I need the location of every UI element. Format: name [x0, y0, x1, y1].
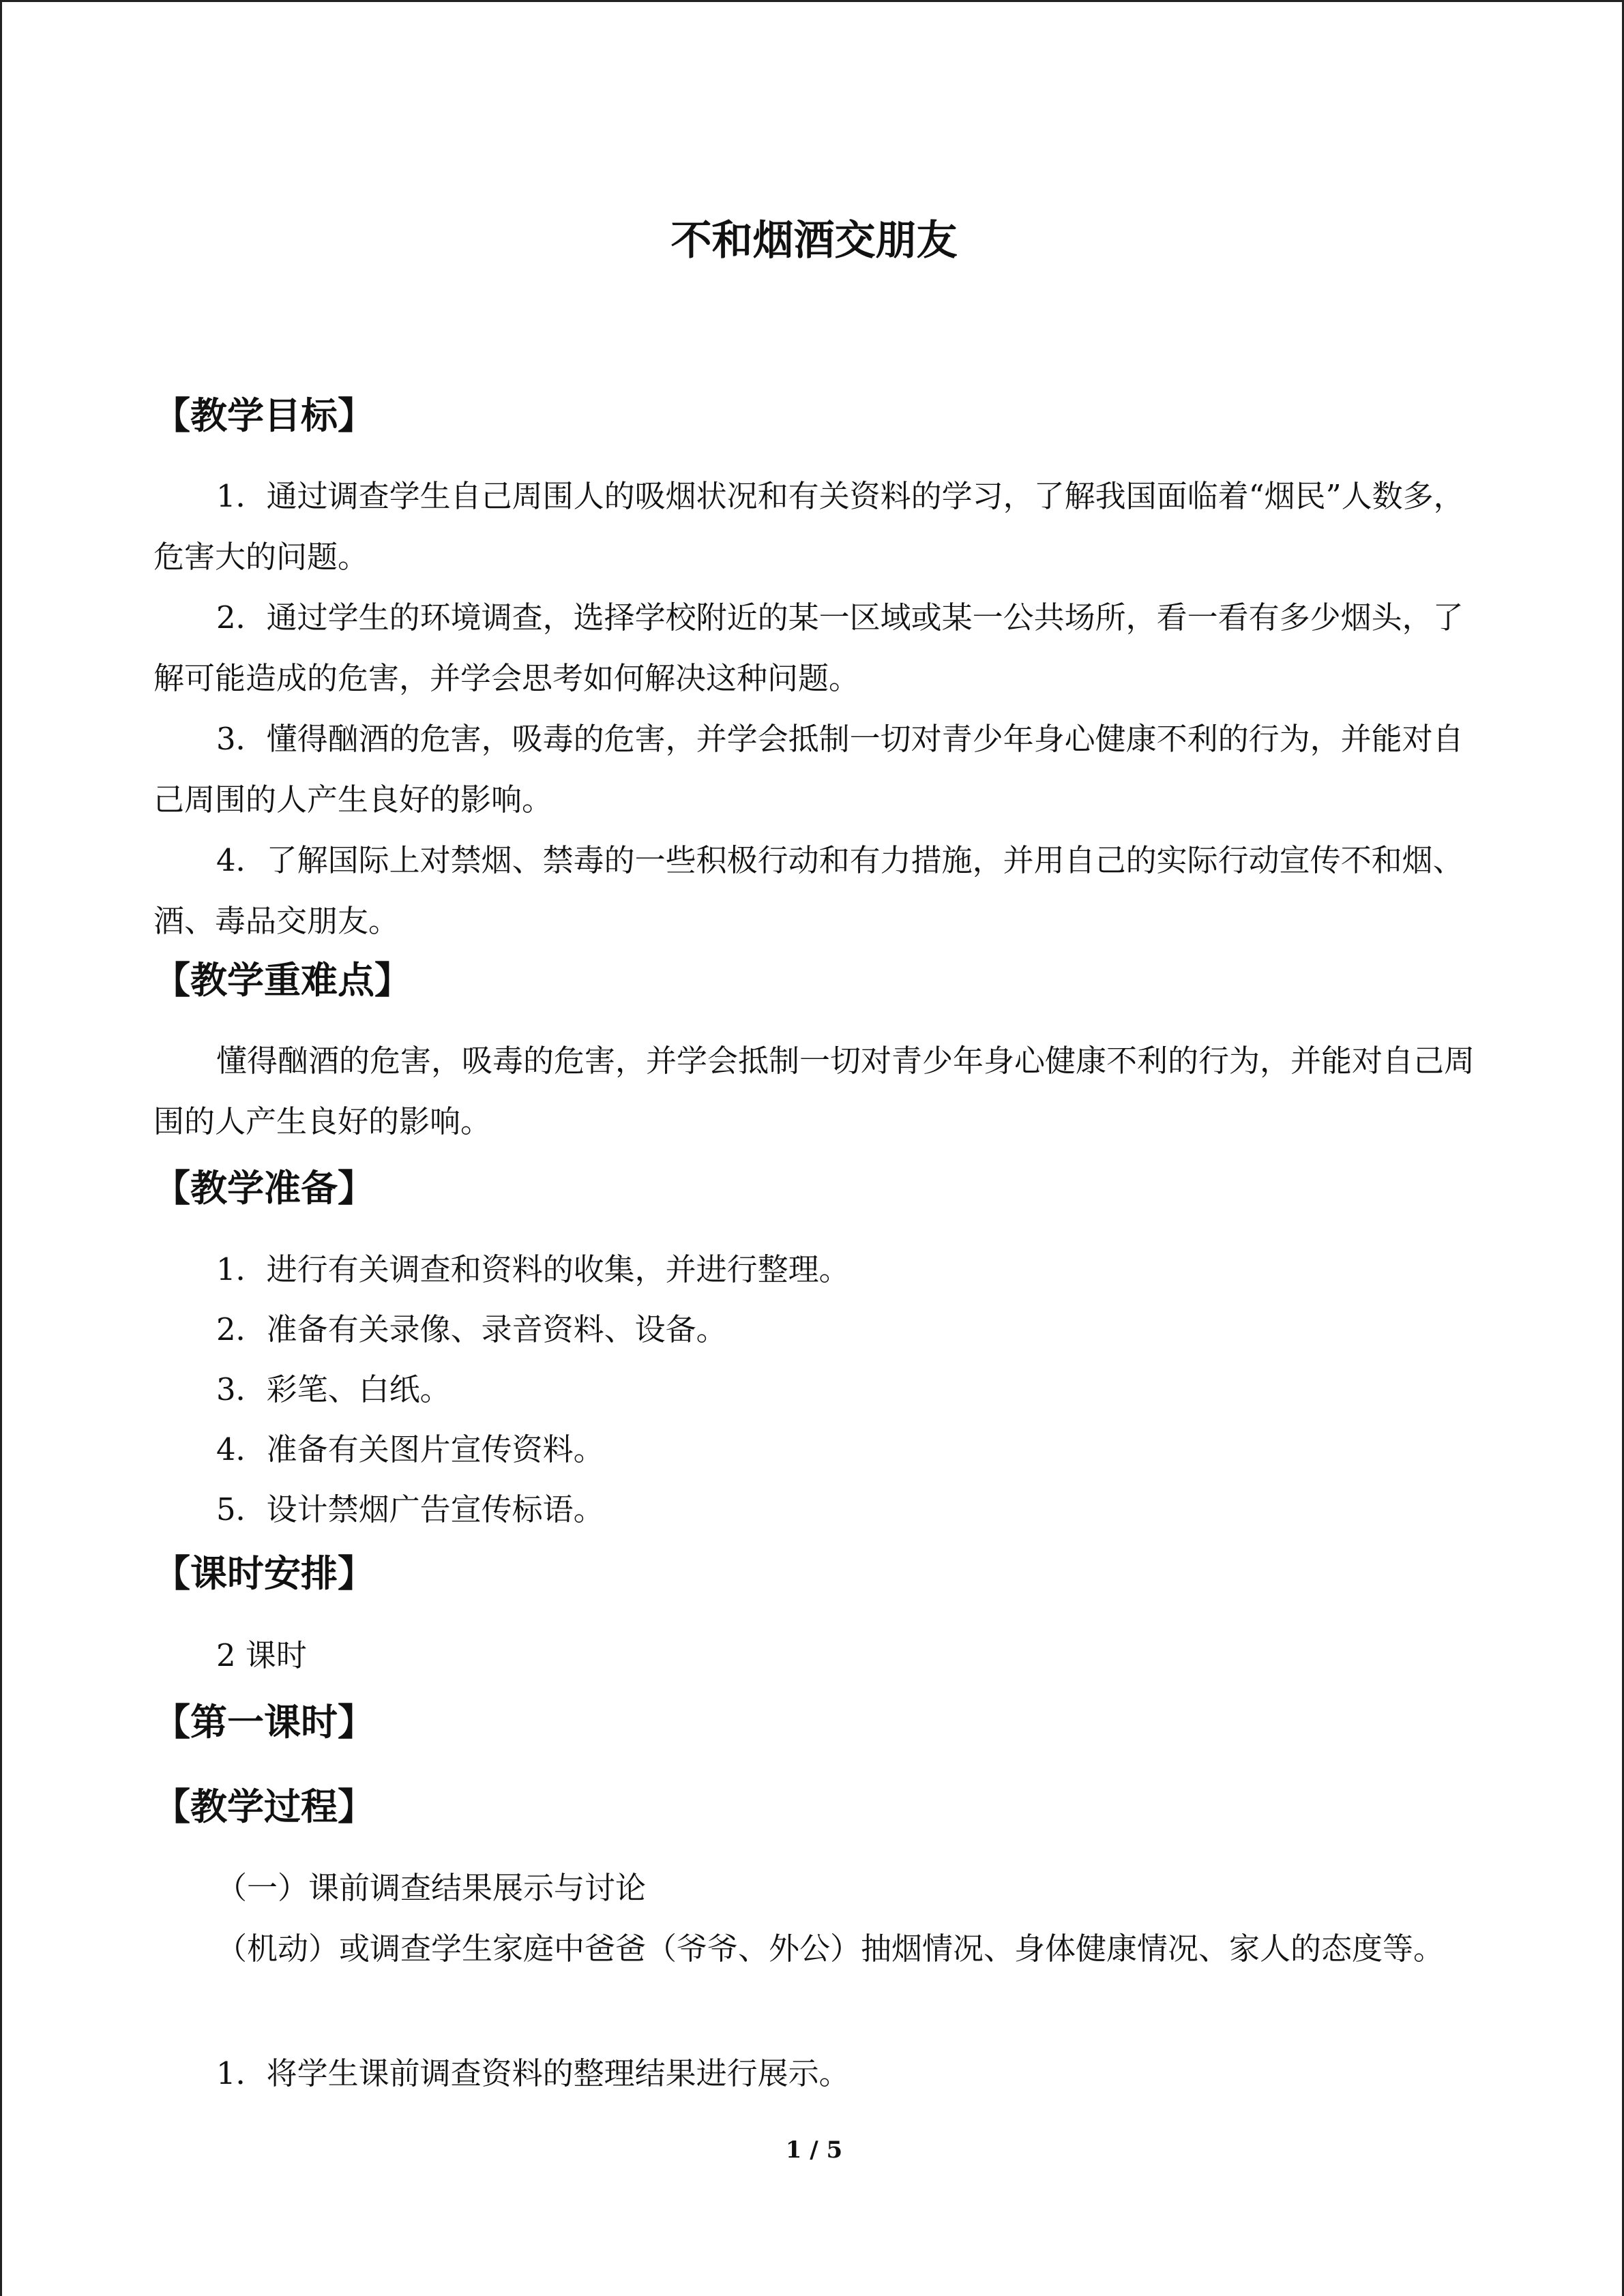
section-heading-process: 【教学过程】: [153, 1785, 374, 1828]
process-subheading: （一）课前调查结果展示与讨论: [216, 1870, 647, 1906]
preparation-item-2: 2．准备有关录像、录音资料、设备。: [216, 1311, 727, 1347]
preparation-item-1: 1．进行有关调查和资料的收集，并进行整理。: [216, 1251, 850, 1287]
preparation-item-3: 3．彩笔、白纸。: [216, 1371, 451, 1407]
preparation-item-4: 4．准备有关图片宣传资料。: [216, 1431, 604, 1467]
preparation-item-5: 5．设计禁烟广告宣传标语。: [216, 1491, 604, 1527]
section-heading-key-points: 【教学重难点】: [153, 959, 411, 1002]
section-heading-first-lesson: 【第一课时】: [153, 1701, 374, 1744]
section-heading-schedule: 【课时安排】: [153, 1552, 374, 1595]
objective-paragraph-1: 1．通过调查学生自己周围人的吸烟状况和有关资料的学习，了解我国面临着“烟民”人数多，危害大的问题。: [153, 478, 1464, 575]
schedule-item: 2 课时: [216, 1637, 307, 1673]
key-points-paragraph: 懂得酗酒的危害，吸毒的危害，并学会抵制一切对青少年身心健康不利的行为，并能对自己周围的人产生良好的影响。: [153, 1043, 1475, 1139]
process-paragraph: （机动）或调查学生家庭中爸爸（爷爷、外公）抽烟情况、身体健康情况、家人的态度等。: [216, 1930, 1445, 1967]
objective-paragraph-2: 2．通过学生的环境调查，选择学校附近的某一区域或某一公共场所，看一看有多少烟头，了解可能造成的危害，并学会思考如何解决这种问题。: [153, 599, 1464, 696]
process-item-1: 1．将学生课前调查资料的整理结果进行展示。: [216, 2055, 850, 2091]
objective-paragraph-4: 4．了解国际上对禁烟、禁毒的一些积极行动和有力措施，并用自己的实际行动宣传不和烟、酒、毒品交朋友。: [153, 842, 1464, 939]
section-heading-preparation: 【教学准备】: [153, 1167, 374, 1210]
section-heading-objectives: 【教学目标】: [153, 394, 374, 437]
page-number: 1 / 5: [785, 2136, 843, 2164]
objective-paragraph-3: 3．懂得酗酒的危害，吸毒的危害，并学会抵制一切对青少年身心健康不利的行为，并能对自己周围的人产生良好的影响。: [153, 721, 1464, 818]
document-title: 不和烟酒交朋友: [670, 217, 958, 265]
